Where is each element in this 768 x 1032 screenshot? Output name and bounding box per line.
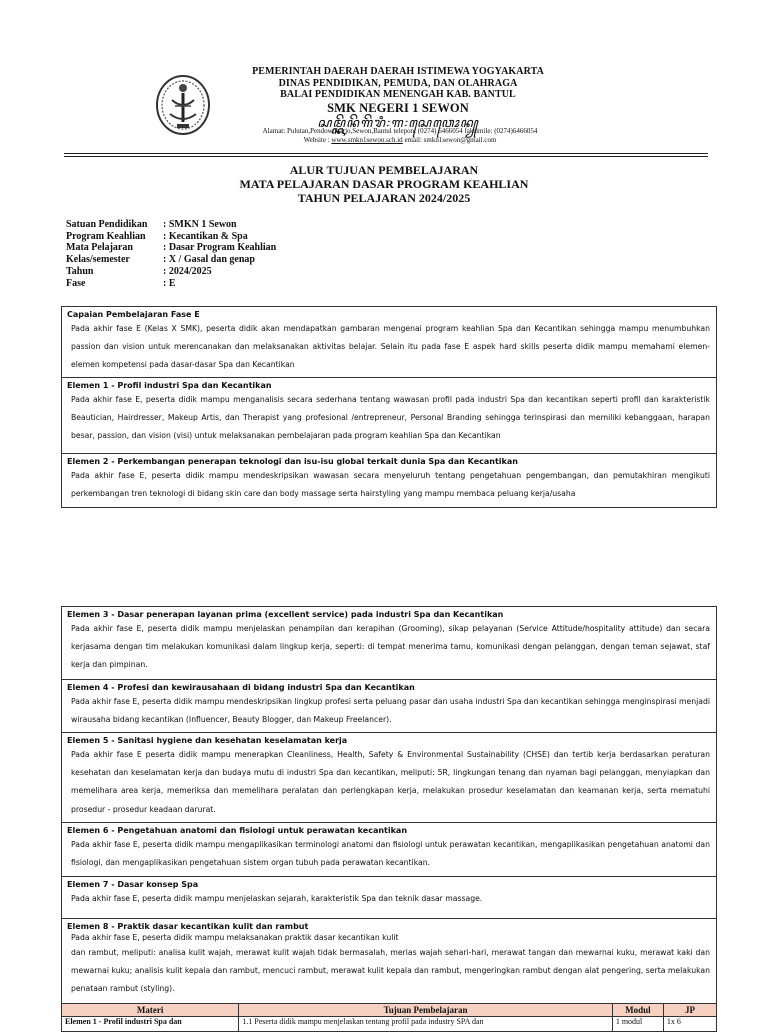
school-address — [230, 127, 570, 145]
meta-row: Tahun : 2024/2025 — [66, 265, 212, 277]
cell-tujuan: 1.1 Peserta didik mampu menjelaskan tentang profil pada industry SPA dan — [239, 1017, 613, 1032]
capaian-section — [62, 307, 716, 378]
address-line: Alamat: Pulutan,Pendowoharjo,Sewon,Bantul telepon: (0274) 6466054 faksimile: (0274)6466054 — [262, 127, 538, 135]
office-line: BALAI PENDIDIKAN MENENGAH KAB. BANTUL — [280, 89, 516, 100]
letterhead — [0, 0, 768, 160]
elemen-title: Elemen 4 - Profesi dan kewirausahaan di bidang industri Spa dan Kecantikan — [67, 683, 415, 692]
learning-outcomes-box — [61, 306, 717, 508]
elemen-8-section — [62, 919, 716, 1002]
learning-objectives-table — [61, 1003, 717, 1032]
table-header-row — [62, 1004, 717, 1017]
email-text: email: smkn1sewon@gmail.com — [402, 136, 497, 144]
title-line-2: MATA PELAJARAN DASAR PROGRAM KEAHLIAN — [239, 177, 529, 191]
elemen-text: Pada akhir fase E, peserta didik mampu menjelaskan sejarah, karakteristik Spa dan teknik dasar massage. — [71, 894, 483, 903]
header-rule-thin — [64, 156, 708, 157]
header-jp: JP — [663, 1004, 716, 1017]
elemen-text: Pada akhir fase E, peserta didik mampu mendeskripsikan wawasan secara menyeluruh tentang pengetahuan pengembangan, dan pemutakhiran mengikuti perkembangan tren teknologi di bidang skin care dan body massage serta hairstyling yang mampu membaca peluang kerja/usaha — [71, 471, 710, 499]
elemen-text: Pada akhir fase E, peserta didik mampu mengaplikasikan terminologi anatomi dan fisiologi untuk perawatan kecantikan, mengaplikasikan pengetahuan anatomi dan fisiologi, dan mengaplikasikan pengetahuan sistem organ tubuh pada perawatan kecantikan. — [71, 840, 710, 868]
elemen-title: Elemen 5 - Sanitasi hygiene dan kesehatan keselamatan kerja — [67, 736, 348, 745]
elemen-text: Pada akhir fase E, peserta didik mampu menganalisis secara sederhana tentang wawasan profil pada industri Spa dan kecantikan seperti profil dan karakteristik Beautician, Hairdresser, Makeup Artis, dan Therapist yang profesional /entrepreneur, Personal Branding sehingga terinspirasi dan memiliki kebanggaan, harapan besar, passion, dan vision (visi) untuk melaksanakan pembelajaran pada program keahlian Spa dan Kecantikan — [71, 395, 710, 441]
elemen-5-section — [62, 733, 716, 823]
title-line-1: ALUR TUJUAN PEMBELAJARAN — [289, 163, 479, 177]
table-row — [62, 1017, 717, 1032]
school-name: SMK NEGERI 1 SEWON — [327, 100, 469, 115]
elemen-title: Elemen 1 - Profil industri Spa dan Kecantikan — [67, 381, 272, 390]
elemen-title: Elemen 2 - Perkembangan penerapan teknologi dan isu-isu global terkait dunia Spa dan Kecantikan — [67, 457, 518, 466]
elemen-7-section — [62, 877, 716, 919]
elemen-title: Elemen 8 - Praktik dasar kecantikan kulit dan rambut — [67, 922, 309, 931]
website-link[interactable]: www.smkn1sewon.sch.id — [331, 136, 403, 144]
contact-line — [230, 136, 570, 145]
school-name-javanese: ꦱꦩ꧀ꦏꦼꦤꦼꦒꦼꦫꦶ꧇꧑꧇ꦱꦺꦮꦺꦴꦤ꧀ — [317, 114, 479, 130]
capaian-text: Pada akhir fase E (Kelas X SMK), peserta didik akan mendapatkan gambaran mengenai program keahlian Spa dan Kecantikan sehingga mampu menumbuhkan passion dan vision untuk merencanakan dan melaksanakan aktivitas belajar. Selain itu pada fase E aspek hard skills peserta didik mampu memahami elemen-elemen kompetensi pada dasar-dasar Spa dan Kecantikan — [71, 324, 710, 370]
elemen-1-section — [62, 378, 716, 454]
elemen-4-section — [62, 680, 716, 733]
elemen-3-section — [62, 607, 716, 680]
elemen-6-section — [62, 823, 716, 877]
header-tujuan: Tujuan Pembelajaran — [239, 1004, 613, 1017]
capaian-title: Capaian Pembelajaran Fase E — [67, 310, 200, 319]
meta-row: Program Keahlian : Kecantikan & Spa — [66, 230, 248, 242]
elemen-title: Elemen 3 - Dasar penerapan layanan prima (excellent service) pada industri Spa dan Kecantikan — [67, 610, 504, 619]
meta-row: Satuan Pendidikan : SMKN 1 Sewon — [66, 219, 237, 230]
title-line-3: TAHUN PELAJARAN 2024/2025 — [297, 191, 471, 205]
document-meta — [66, 219, 276, 289]
elemen-text: Pada akhir fase E, peserta didik mampu melaksanakan praktik dasar kecantikan kulit — [71, 933, 399, 942]
document-title — [0, 163, 768, 205]
cell-materi: Elemen 1 - Profil industri Spa dan — [62, 1017, 239, 1032]
elemen-title: Elemen 6 - Pengetahuan anatomi dan fisiologi untuk perawatan kecantikan — [67, 826, 408, 835]
meta-row: Fase : E — [66, 277, 176, 289]
meta-row: Mata Pelajaran : Dasar Program Keahlian — [66, 242, 277, 254]
elemen-text: Pada akhir fase E peserta didik mampu menerapkan Cleanliness, Health, Safety & Environmental Sustainability (CHSE) dan tertib kerja berdasarkan peraturan kesehatan dan keselamatan kerja dan budaya mutu di industri Spa dan kecantikan, meliputi: 5R, lingkungan tenang dan nyaman bagi pelanggan, menyiapkan dan memelihara area kerja, memeriksa dan memelihara peralatan dan perlengkapan kerja, melakukan prosedur keselamatan dan keamanan kerja, serta mematuhi prosedur - prosedur keadaan darurat. — [71, 750, 710, 814]
gov-line: PEMERINTAH DAERAH DAERAH ISTIMEWA YOGYAKARTA — [252, 66, 544, 77]
website-label: Website : — [303, 136, 332, 144]
cell-modul: 1 modul — [612, 1017, 663, 1032]
elemen-text: Pada akhir fase E, peserta didik mampu mendeskripsikan lingkup profesi serta peluang pasar dan usaha industri Spa dan kecantikan sehingga menginspirasi menjadi wirausaha bidang kecantikan (Influencer, Beauty Blogger, dan Makeup Freelancer). — [71, 697, 710, 725]
header-materi: Materi — [62, 1004, 239, 1017]
elemen-title: Elemen 7 - Dasar konsep Spa — [67, 880, 199, 889]
header-modul: Modul — [612, 1004, 663, 1017]
elemen-2-section — [62, 454, 716, 506]
meta-row: Kelas/semester : X / Gasal dan genap — [66, 254, 255, 266]
header-rule-thick — [64, 153, 708, 154]
elemen-text: dan rambut, meliputi: analisa kulit wajah, merawat kulit wajah tidak bermasalah, merias wajah sehari-hari, merawat tangan dan mewarnai kuku, merawat kaki dan mewarnai kuku; analisis kulit kepala dan rambut, mencuci rambut, merawat kulit kepala dan rambut, mengeringkan rambut dengan alat pengering, serta melakukan penataan rambut (styling). — [71, 948, 710, 994]
provincial-emblem-icon — [155, 74, 211, 136]
cell-jp: 1x 6 — [663, 1017, 716, 1032]
learning-elements-box — [61, 606, 717, 1024]
elemen-text: Pada akhir fase E, peserta didik mampu menjelaskan penampilan dan kerapihan (Grooming), sikap pelayanan (Service Attitude/hospitality attitude) dan secara kerjasama dengan tim melakukan komunikasi dalam lingkup kerja, seperti: di tempat menerima tamu, komunikasi dengan pelanggan, dengan teman sejawat, staf kerja dan pimpinan. — [71, 624, 710, 670]
agency-line: DINAS PENDIDIKAN, PEMUDA, DAN OLAHRAGA — [278, 77, 518, 89]
